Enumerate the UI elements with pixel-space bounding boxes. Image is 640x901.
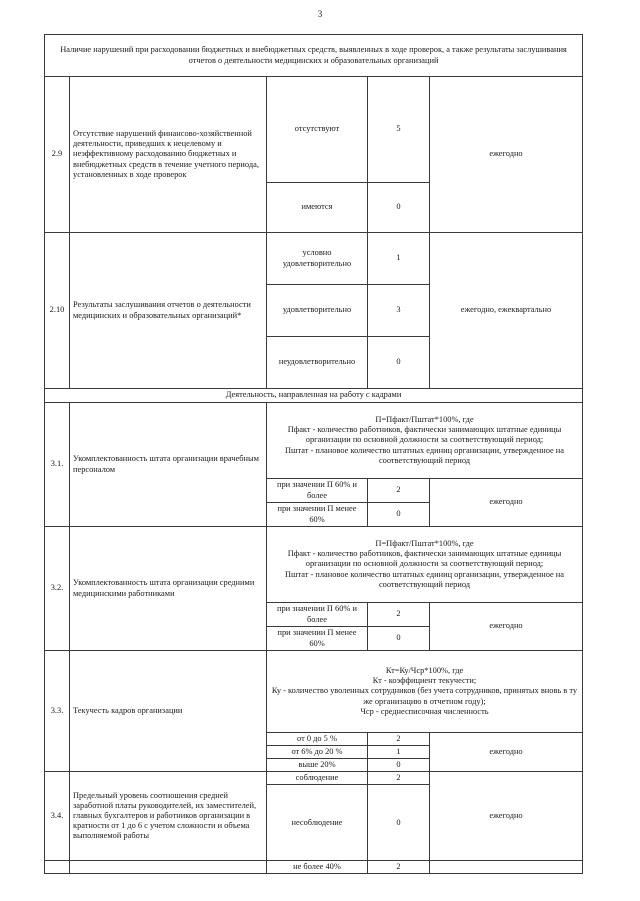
item-number: 3.4.: [45, 772, 70, 861]
item-number: 2.10: [45, 233, 70, 389]
table-row: [45, 651, 583, 733]
formula-line: Чср - среднесписочная численность: [360, 706, 489, 716]
item-name: Укомплектованность штата организации средними медицинскими работниками: [70, 527, 267, 651]
criterion-cell: не более 40%: [267, 861, 368, 874]
score-cell: 2: [368, 479, 430, 503]
score-cell: 2: [368, 772, 430, 785]
criterion-cell: имеются: [267, 183, 368, 233]
score-cell: 0: [368, 337, 430, 389]
formula-line: Ку - количество уволенных сотрудников (без учета сотрудников, принятых вновь в ту же организацию в отчетном году);: [271, 686, 578, 706]
formula-line: Кт - коэффициент текучести;: [372, 676, 477, 686]
formula-line: Пштат - плановое количество штатных единиц организации, утвержденное на соответствующий период: [285, 569, 565, 589]
section-title: Деятельность, направленная на работу с кадрами: [45, 389, 583, 403]
criteria-table: [44, 34, 583, 874]
criterion-cell: при значении П 60% и более: [267, 479, 368, 503]
section-header-staff: [45, 389, 583, 403]
score-cell: 2: [368, 861, 430, 874]
score-cell: 1: [368, 233, 430, 285]
item-name: Отсутствие нарушений финансово-хозяйственной деятельности, приведших к нецелевому и неэффективному расходованию бюджетных и внебюджетных средств в течение учетного периода, установленных в ходе проверок: [70, 77, 267, 233]
section-title: Наличие нарушений при расходовании бюджетных и внебюджетных средств, выявленных в ходе проверок, а также результаты заслушивания отчетов о деятельности медицинских и образовательных организаций: [45, 35, 583, 77]
criterion-cell: при значении П 60% и более: [267, 603, 368, 627]
table-row: [45, 527, 583, 603]
table-row: [45, 772, 583, 785]
table-row: [45, 403, 583, 479]
item-number: 3.2.: [45, 527, 70, 651]
score-cell: 2: [368, 603, 430, 627]
formula-line: Пфакт - количество работников, фактически занимающих штатные единицы организации по основной должности за соответствующий период;: [287, 425, 562, 445]
score-cell: 3: [368, 285, 430, 337]
item-number: 3.3.: [45, 651, 70, 772]
periodicity-cell: ежегодно: [430, 772, 583, 861]
formula-line: Пштат - плановое количество штатных единиц организации, утвержденное на соответствующий период: [285, 445, 565, 465]
formula-cell: [267, 403, 583, 479]
score-cell: 0: [368, 759, 430, 772]
criterion-cell: при значении П менее 60%: [267, 627, 368, 651]
formula-line: П=Пфакт/Пштат*100%, где: [375, 415, 474, 425]
periodicity-cell: ежегодно: [430, 77, 583, 233]
score-cell: 0: [368, 503, 430, 527]
table-row: [45, 77, 583, 183]
score-cell: 1: [368, 746, 430, 759]
criterion-cell: от 0 до 5 %: [267, 733, 368, 746]
periodicity-cell: ежегодно: [430, 733, 583, 772]
item-name: Результаты заслушивания отчетов о деятельности медицинских и образовательных организаций*: [70, 233, 267, 389]
criterion-cell: несоблюдение: [267, 785, 368, 861]
formula-cell: [267, 527, 583, 603]
item-name: [70, 861, 267, 874]
periodicity-cell: ежегодно: [430, 479, 583, 527]
criterion-cell: условно удовлетворительно: [267, 233, 368, 285]
score-cell: 5: [368, 77, 430, 183]
item-number: [45, 861, 70, 874]
item-number: 3.1.: [45, 403, 70, 527]
score-cell: 0: [368, 627, 430, 651]
criterion-cell: отсутствуют: [267, 77, 368, 183]
page-number: 3: [317, 9, 323, 19]
formula-line: Кт=Ку/Чср*100%, где: [385, 666, 464, 676]
section-header-violations: [45, 35, 583, 77]
criterion-cell: соблюдение: [267, 772, 368, 785]
formula-line: П=Пфакт/Пштат*100%, где: [375, 539, 474, 549]
periodicity-cell: ежегодно, ежеквартально: [430, 233, 583, 389]
item-name: Предельный уровень соотношения средней заработной платы руководителей, их заместителей, главных бухгалтеров и работников организации в кратности от 1 до 6 с учетом сложности и объема выполняемой работы: [70, 772, 267, 861]
formula-line: Пфакт - количество работников, фактически занимающих штатные единицы организации по основной должности за соответствующий период;: [287, 549, 562, 569]
criterion-cell: удовлетворительно: [267, 285, 368, 337]
criterion-cell: при значении П менее 60%: [267, 503, 368, 527]
periodicity-cell: ежегодно: [430, 603, 583, 651]
table-row: [45, 861, 583, 874]
item-name: Текучесть кадров организации: [70, 651, 267, 772]
criterion-cell: от 6% до 20 %: [267, 746, 368, 759]
periodicity-cell: [430, 861, 583, 874]
criterion-cell: неудовлетворительно: [267, 337, 368, 389]
score-cell: 2: [368, 733, 430, 746]
score-cell: 0: [368, 183, 430, 233]
criterion-cell: выше 20%: [267, 759, 368, 772]
item-name: Укомплектованность штата организации врачебным персоналом: [70, 403, 267, 527]
formula-cell: [267, 651, 583, 733]
item-number: 2.9: [45, 77, 70, 233]
score-cell: 0: [368, 785, 430, 861]
table-row: [45, 233, 583, 285]
